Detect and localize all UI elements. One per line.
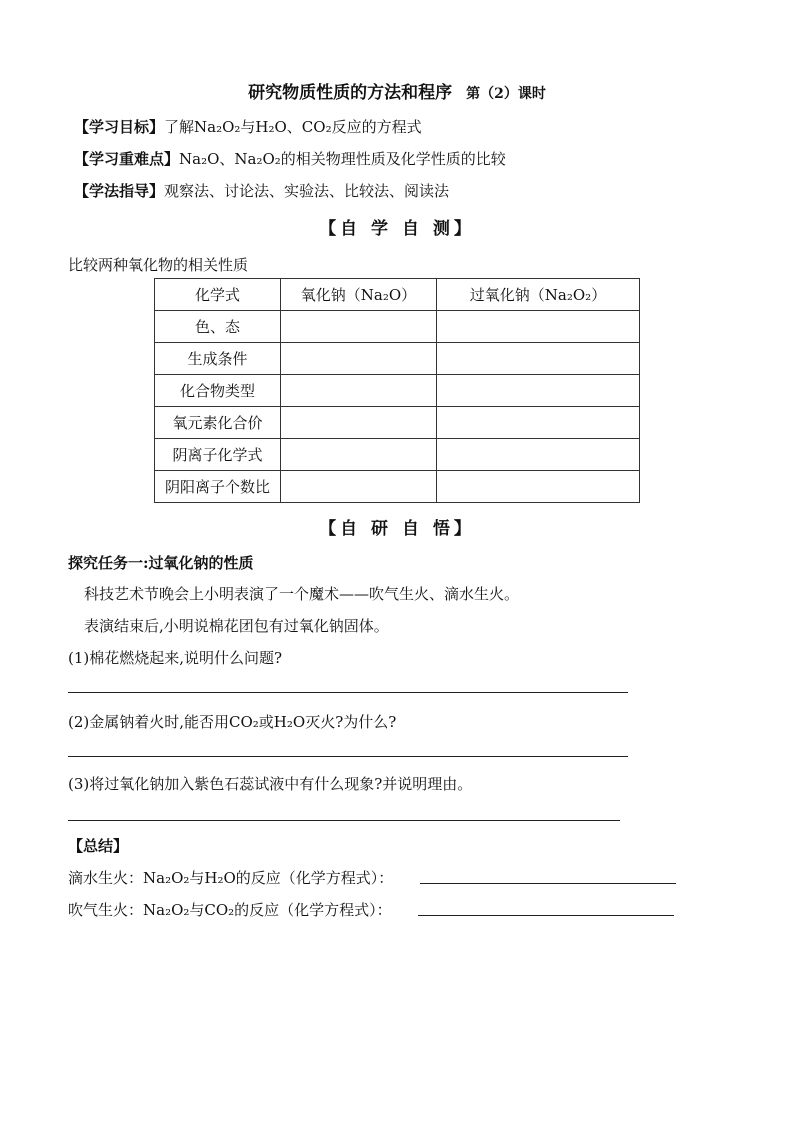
answer-line-3[interactable]	[68, 820, 620, 821]
question-2: (2)金属钠着火时,能否用CO₂或H₂O灭火?为什么?	[68, 713, 397, 731]
comparison-table	[154, 278, 640, 503]
table-intro: 比较两种氧化物的相关性质	[68, 256, 249, 274]
answer-cell[interactable]	[437, 439, 640, 471]
answer-cell[interactable]	[281, 471, 437, 503]
answer-cell[interactable]	[437, 471, 640, 503]
equation-line-co2[interactable]	[418, 915, 674, 916]
answer-cell[interactable]	[437, 375, 640, 407]
table-header-row	[155, 279, 640, 311]
table-row	[155, 375, 640, 407]
table-row	[155, 471, 640, 503]
table-row	[155, 343, 640, 375]
answer-cell[interactable]	[281, 343, 437, 375]
answer-line-2[interactable]	[68, 756, 628, 757]
goal-text: 了解Na₂O₂与H₂O、CO₂反应的方程式	[164, 118, 422, 136]
row-label: 化合物类型	[155, 375, 281, 407]
summary-co2: 吹气生火：Na₂O₂与CO₂的反应（化学方程式）：	[68, 901, 392, 919]
answer-cell[interactable]	[437, 311, 640, 343]
paragraph-intro: 科技艺术节晚会上小明表演了一个魔术——吹气生火、滴水生火。	[84, 585, 520, 603]
summary-water: 滴水生火：Na₂O₂与H₂O的反应（化学方程式）：	[68, 869, 394, 887]
task-heading: 探究任务一:过氧化钠的性质	[68, 554, 254, 572]
answer-cell[interactable]	[281, 407, 437, 439]
method-label: 【学法指导】	[74, 182, 165, 200]
answer-cell[interactable]	[437, 407, 640, 439]
goal-label: 【学习目标】	[74, 118, 165, 136]
method-guide	[74, 180, 449, 201]
answer-line-1[interactable]	[68, 692, 628, 693]
row-label: 生成条件	[155, 343, 281, 375]
title-main: 研究物质性质的方法和程序	[248, 83, 453, 103]
row-label: 色、态	[155, 311, 281, 343]
answer-cell[interactable]	[281, 375, 437, 407]
header-formula: 化学式	[155, 279, 281, 311]
answer-cell[interactable]	[281, 439, 437, 471]
header-na2o2: 过氧化钠（Na₂O₂）	[437, 279, 640, 311]
table-row	[155, 311, 640, 343]
question-3: (3)将过氧化钠加入紫色石蕊试液中有什么现象?并说明理由。	[68, 775, 473, 793]
answer-cell[interactable]	[281, 311, 437, 343]
equation-line-water[interactable]	[420, 883, 676, 884]
keypoints-label: 【学习重难点】	[74, 150, 180, 168]
learning-goal	[74, 116, 422, 137]
page-title	[0, 78, 794, 103]
header-na2o: 氧化钠（Na₂O）	[281, 279, 437, 311]
paragraph-reveal: 表演结束后,小明说棉花团包有过氧化钠固体。	[84, 617, 389, 635]
answer-cell[interactable]	[437, 343, 640, 375]
row-label: 阴阳离子个数比	[155, 471, 281, 503]
section-self-research: 【自 研 自 悟】	[319, 519, 475, 539]
keypoints-text: Na₂O、Na₂O₂的相关物理性质及化学性质的比较	[179, 150, 506, 168]
lesson-number: 第（2）课时	[466, 86, 546, 102]
key-points	[74, 148, 506, 169]
question-1: (1)棉花燃烧起来,说明什么问题?	[68, 649, 283, 667]
row-label: 氧元素化合价	[155, 407, 281, 439]
table-row	[155, 439, 640, 471]
row-label: 阴离子化学式	[155, 439, 281, 471]
section-self-study: 【自 学 自 测】	[319, 219, 475, 239]
method-text: 观察法、讨论法、实验法、比较法、阅读法	[164, 182, 450, 200]
summary-heading: 【总结】	[68, 837, 129, 855]
table-row	[155, 407, 640, 439]
